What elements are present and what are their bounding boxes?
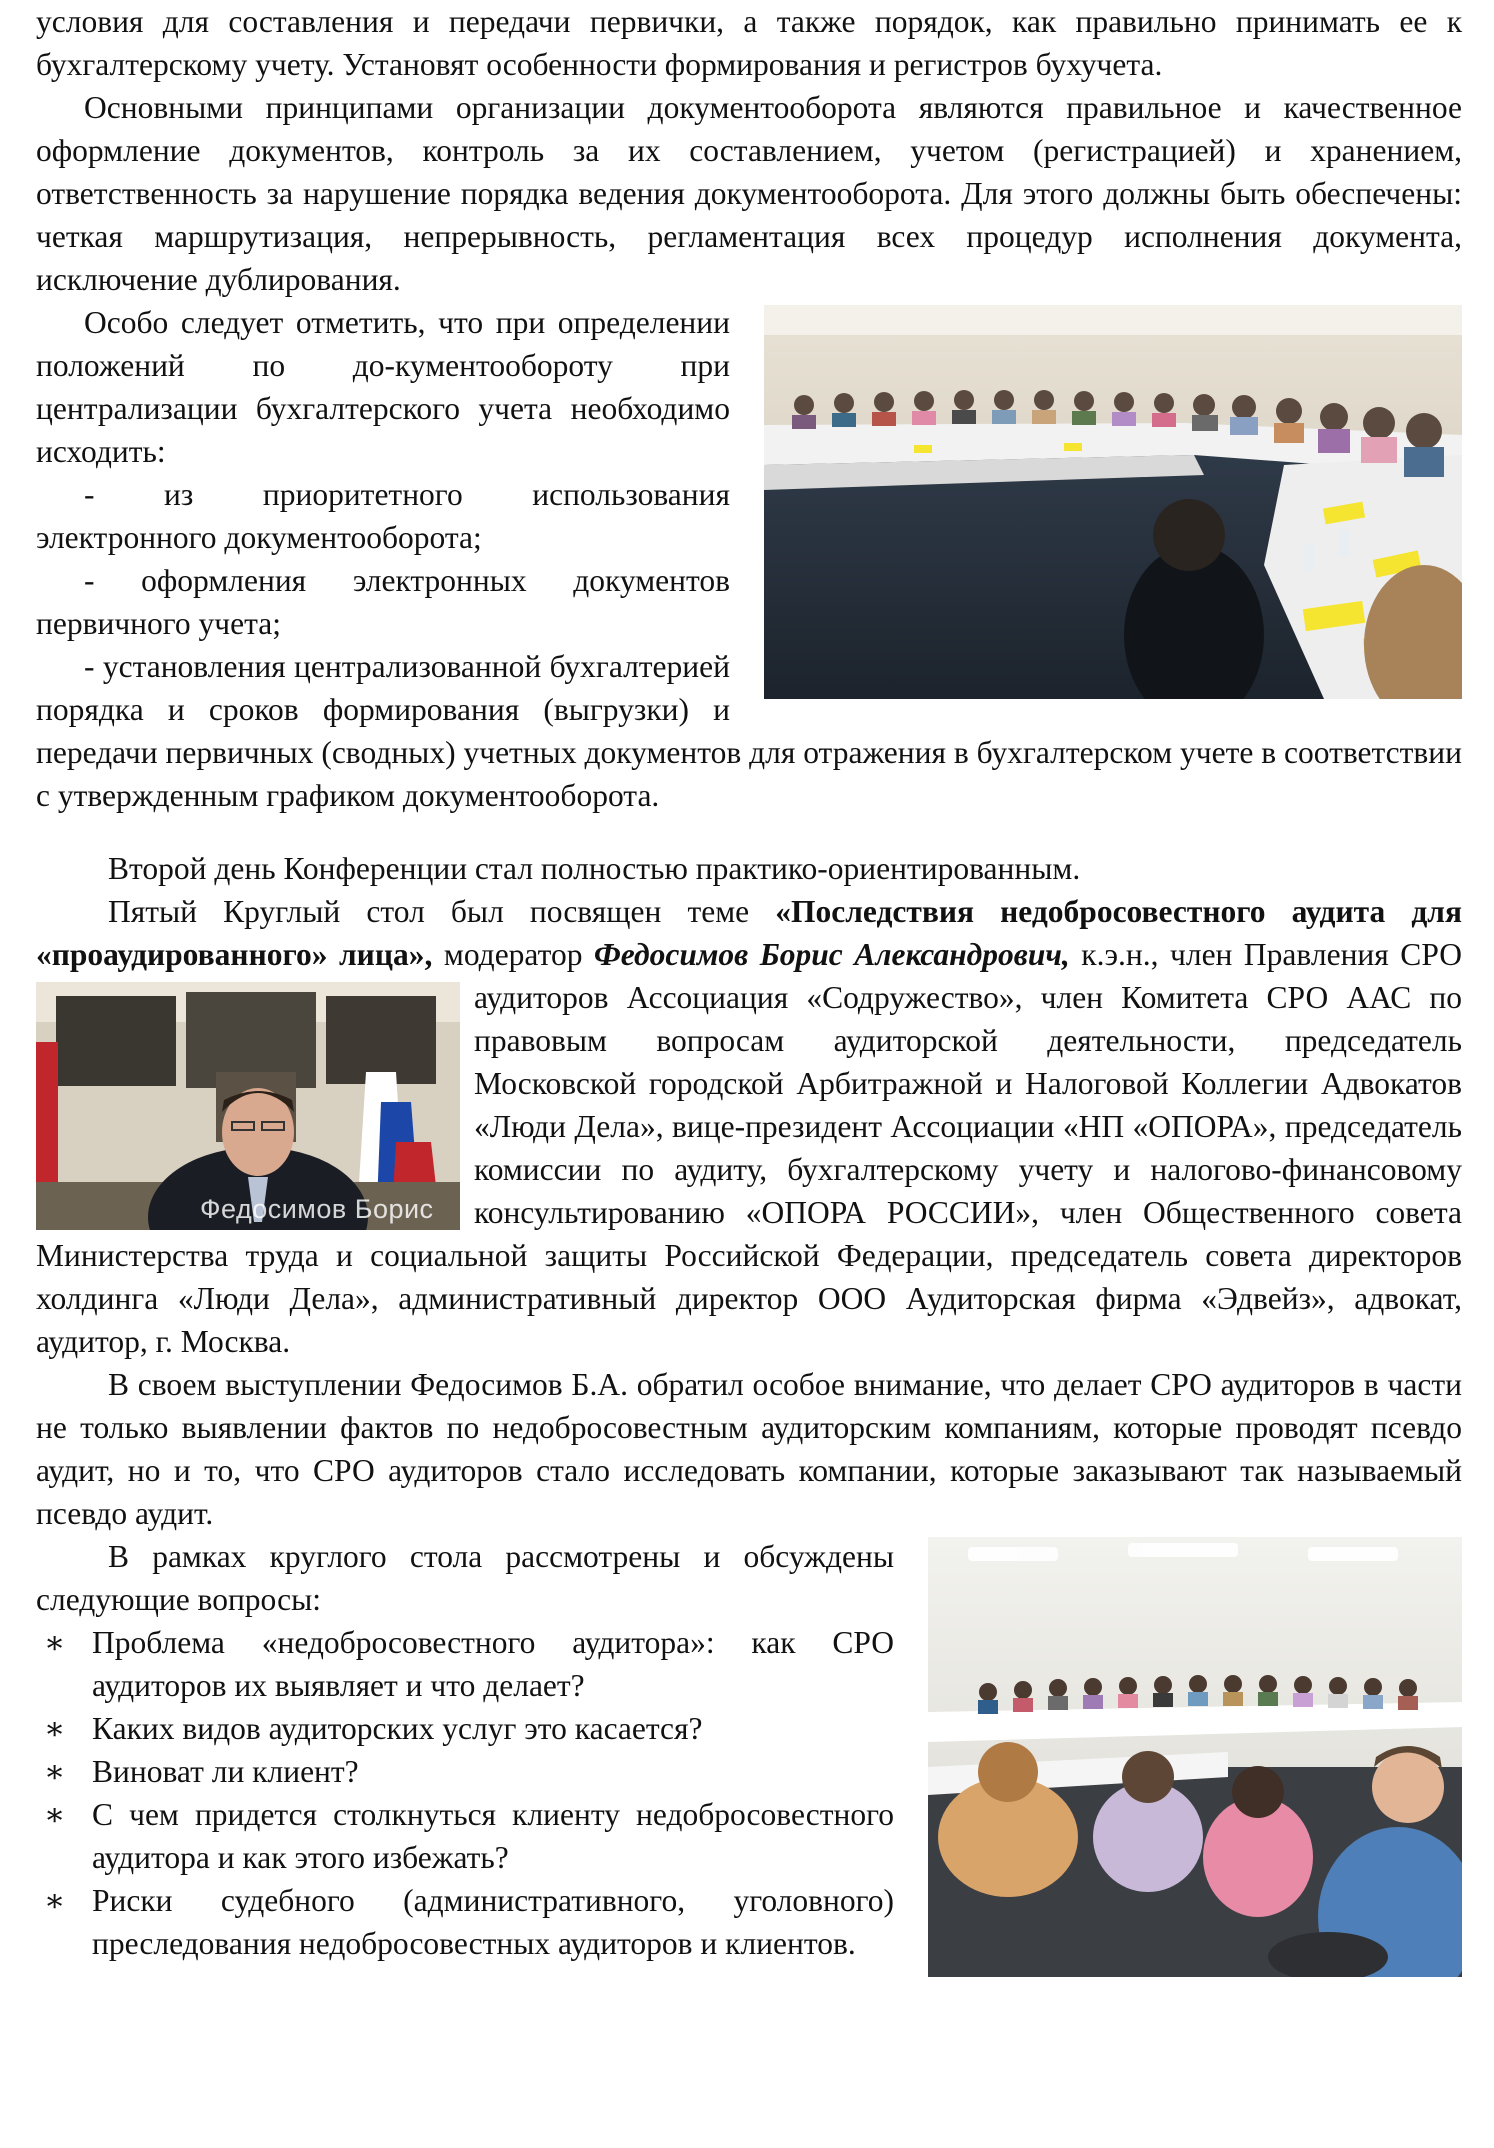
paragraph-2: Основными принципами организации документооборота являются правильное и качественное оформление документов, контроль за их составлением, учетом (регистрацией) и хранением, ответственность за нарушение порядка ведения документооборота. Для этого должны быть обеспечены: четкая маршрутизация, непрерывность, регламентация всех процедур исполнения документа, исключение дублирования. (36, 90, 1462, 297)
list-item: ∗ Проблема «недобросовестного аудитора»: как СРО аудиторов их выявляет и что делает? (36, 1621, 1462, 1707)
questions-list (36, 1621, 1462, 1965)
roundtable-topic: «Последствия недобросовестного аудита для «проаудированного» лица», (36, 894, 1463, 972)
paragraph-3: Особо следует отметить, что при определении положений по до-кументообороту при централизации бухгалтерского учета необходимо исходить: (36, 305, 730, 469)
moderator-name: Федосимов Борис Александрович, (593, 937, 1070, 972)
asterisk-bullet-icon: ∗ (44, 1883, 66, 1918)
paragraph-1: условия для составления и передачи первички, а также порядок, как правильно принимать ее к бухгалтерскому учету. Установят особенности формирования и регистров бухучета. (36, 4, 1462, 82)
paragraph-7: В рамках круглого стола рассмотрены и обсуждены следующие вопросы: (36, 1539, 894, 1617)
dash-item-1: - из приоритетного использования электронного документооборота; (36, 477, 730, 555)
document-page (36, 0, 1462, 1977)
asterisk-bullet-icon: ∗ (44, 1754, 66, 1789)
asterisk-bullet-icon: ∗ (44, 1797, 66, 1832)
moderator-label: модератор (432, 937, 594, 972)
asterisk-bullet-icon: ∗ (44, 1625, 66, 1660)
conference-photo-1 (764, 305, 1462, 699)
moderator-bio: к.э.н., член Правления СРО аудиторов Ассоциация «Содружество», член Комитета СРО ААС по правовым вопросам аудиторской деятельности, председатель Московской городской Арбитражной и Налоговой Коллегии Адвокатов «Люди Дела», вице-президент Ассоциации «НП «ОПОРА», председатель комиссии по аудиту, бухгалтерскому учету и налогово-финансовому консультированию «ОПОРА РОССИИ», член Общественного совета Министерства труда и социальной защиты Российской Федерации, председатель совета директоров холдинга «Люди Дела», административный директор ООО Аудиторская фирма «Эдвейз», адвокат, аудитор, г. Москва. (36, 937, 1462, 1359)
paragraph-4: Второй день Конференции стал полностью практико-ориентированным. (108, 851, 1081, 886)
list-item: ∗ Каких видов аудиторских услуг это касается? (36, 1707, 1462, 1750)
dash-item-2: - оформления электронных документов первичного учета; (36, 563, 730, 641)
list-item: ∗ Виноват ли клиент? (36, 1750, 1462, 1793)
paragraph-6: В своем выступлении Федосимов Б.А. обратил особое внимание, что делает СРО аудиторов в части не только выявлении фактов по недобросовестным аудиторским компаниям, которые проводят псевдо аудит, но и то, что СРО аудиторов стало исследовать компании, которые заказывают так называемый псевдо аудит. (36, 1367, 1462, 1531)
list-item: ∗ Риски судебного (административного, уголовного) преследования недобросовестных аудиторов и клиентов. (36, 1879, 1462, 1965)
asterisk-bullet-icon: ∗ (44, 1711, 66, 1746)
roundtable-lead: Пятый Круглый стол был посвящен теме (108, 894, 776, 929)
list-item: ∗ С чем придется столкнуться клиенту недобросовестного аудитора и как этого избежать? (36, 1793, 1462, 1879)
speaker-video-photo (36, 982, 460, 1230)
dash-item-3: - установления централизованной бухгалтерией порядка и сроков формирования (выгрузки) и передачи первичных (сводных) учетных документов для отражения в бухгалтерском учете в соответствии с утвержденным графиком документооборота. (36, 649, 1462, 813)
speaker-caption: Федосимов Борис (200, 1194, 434, 1224)
paragraph-5 (36, 890, 1462, 1363)
